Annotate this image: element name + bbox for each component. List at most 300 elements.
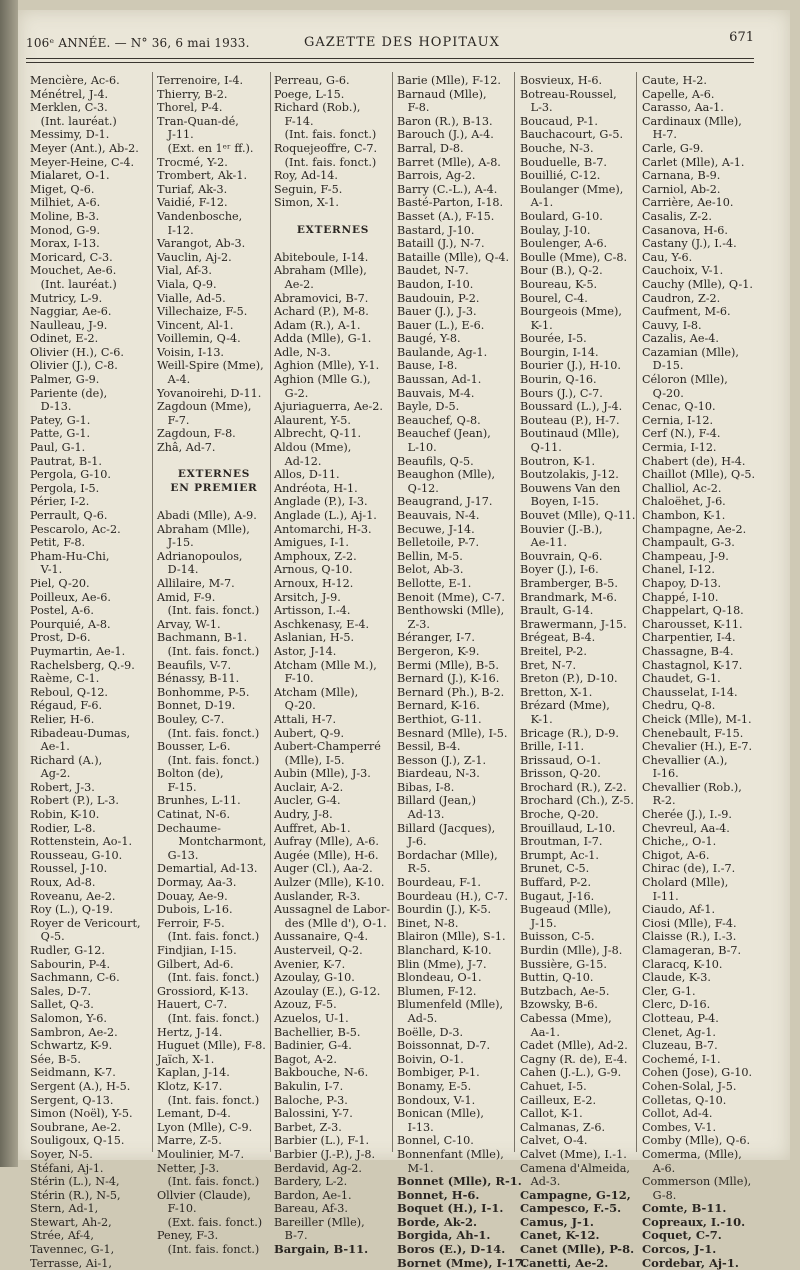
- list-entry: Pourquié, A-8.: [30, 617, 111, 631]
- list-entry: Baron (R.), B-13.: [397, 114, 493, 128]
- list-entry: Douay, Ae-9.: [157, 889, 228, 903]
- list-entry: Schwartz, K-9.: [30, 1039, 113, 1053]
- list-entry: Perreau, G-6.: [274, 74, 350, 87]
- list-entry: Aldou (Mme),: [274, 441, 352, 455]
- list-entry: Catinat, N-6.: [157, 808, 231, 822]
- list-entry: Aubert, Q-9.: [274, 726, 345, 740]
- list-entry: Andréota, H-1.: [274, 481, 358, 495]
- list-entry: Ae-11.: [520, 536, 567, 550]
- column-4: [397, 74, 527, 1270]
- header-rule: [26, 58, 754, 59]
- list-entry: Cholard (Mlle),: [642, 876, 729, 890]
- scan-left-edge: [0, 0, 18, 1167]
- list-entry: Caudron, Z-2.: [642, 291, 721, 305]
- list-entry: Ferroir, F-5.: [157, 916, 225, 930]
- list-entry: G-2.: [274, 386, 309, 400]
- list-entry: Cohen (Jose), G-10.: [642, 1066, 753, 1080]
- list-entry: Hertz, J-14.: [157, 1025, 223, 1039]
- list-entry: Becuwe, J-14.: [397, 522, 475, 536]
- list-entry: Clerc, D-16.: [642, 998, 711, 1012]
- list-entry: Q-20.: [274, 699, 316, 713]
- list-entry: Arnous, Q-10.: [274, 563, 353, 577]
- list-entry: Antomarchi, H-3.: [274, 522, 372, 536]
- list-entry: Piel, Q-20.: [30, 576, 90, 590]
- list-entry: Blondeau, O-1.: [397, 971, 482, 985]
- list-entry: Claracq, K-10.: [642, 957, 723, 971]
- list-entry: Moulinier, M-7.: [157, 1147, 245, 1161]
- list-entry: Boutzolakis, J-12.: [520, 468, 619, 482]
- list-entry: [157, 455, 271, 469]
- list-entry: Broutman, I-7.: [520, 835, 603, 849]
- list-entry: Bachellier, B-5.: [274, 1025, 361, 1039]
- list-entry: Aslanian, H-5.: [274, 631, 355, 645]
- list-entry: H-7.: [642, 128, 677, 142]
- list-entry: Barral, D-8.: [397, 141, 464, 155]
- list-entry: Bonnenfant (Mlle),: [397, 1147, 504, 1161]
- list-entry: Comte, B-11.: [642, 1201, 727, 1216]
- list-entry: Dormay, Aa-3.: [157, 876, 237, 890]
- list-entry: Cluzeau, B-7.: [642, 1039, 718, 1053]
- list-entry: Charpentier, I-4.: [642, 631, 736, 645]
- list-entry: Calvet, O-4.: [520, 1134, 588, 1148]
- list-entry: Allos, D-11.: [274, 468, 340, 482]
- list-entry: Boquet (H.), I-1.: [397, 1201, 504, 1216]
- list-entry: (Mlle), I-5.: [274, 753, 345, 767]
- list-entry: Bibas, I-8.: [397, 780, 455, 794]
- list-entry: D-13.: [30, 400, 72, 414]
- list-entry: Barbet, Z-3.: [274, 1120, 342, 1134]
- list-entry: Carasso, Aa-1.: [642, 101, 724, 115]
- list-entry: Bramberger, B-5.: [520, 576, 618, 590]
- list-entry: Brandmark, M-6.: [520, 590, 618, 604]
- list-entry: Bornet (Mme), I-17.: [397, 1255, 527, 1270]
- list-entry: Bakbouche, N-6.: [274, 1066, 369, 1080]
- list-entry: Merklen, C-3.: [30, 101, 108, 115]
- list-entry: Claisse (R.), I.-3.: [642, 930, 737, 944]
- list-entry: Bouillié, C-12.: [520, 169, 601, 183]
- list-entry: Aubin (Mlle), J-3.: [274, 767, 371, 781]
- list-entry: Zhâ, Ad-7.: [157, 441, 216, 455]
- list-entry: Cazamian (Mlle),: [642, 345, 739, 359]
- list-entry: Bret, N-7.: [520, 658, 577, 672]
- list-entry: Varangot, Ab-3.: [157, 237, 246, 251]
- list-entry: (Int. lauréat.): [30, 277, 117, 291]
- list-entry: Barie (Mlle), F-12.: [397, 74, 501, 87]
- list-entry: Aussagnel de Labor-: [274, 903, 391, 917]
- list-entry: Robert (P.), L-3.: [30, 794, 119, 808]
- list-entry: Souligoux, Q-15.: [30, 1134, 125, 1148]
- list-entry: Chabert (de), H-4.: [642, 454, 746, 468]
- list-entry: Palmer, G-9.: [30, 373, 100, 387]
- list-entry: Ribadeau-Dumas,: [30, 726, 131, 740]
- list-entry: Thierry, B-2.: [157, 87, 228, 101]
- list-entry: Patte, G-1.: [30, 427, 91, 441]
- list-entry: Buffard, P-2.: [520, 876, 592, 890]
- list-entry: Olivier (H.), C-6.: [30, 345, 124, 359]
- list-entry: Dubois, L-16.: [157, 903, 233, 917]
- list-entry: Pergola, G-10.: [30, 468, 111, 482]
- list-entry: Badinier, G-4.: [274, 1039, 352, 1053]
- list-entry: Stéfani, Aj-1.: [30, 1161, 104, 1175]
- page-number: 671: [729, 30, 754, 45]
- list-entry: Bergeron, K-9.: [397, 644, 480, 658]
- list-entry: Relier, H-6.: [30, 712, 95, 726]
- list-entry: Boivin, O-1.: [397, 1052, 464, 1066]
- list-entry: Villechaize, F-5.: [157, 305, 248, 319]
- list-entry: (Int. fais. fonct.): [157, 1093, 260, 1107]
- list-entry: Chappelart, Q-18.: [642, 604, 744, 618]
- list-entry: Terrenoire, I-4.: [157, 74, 244, 87]
- list-entry: Aufray (Mlle), A-6.: [274, 835, 379, 849]
- list-entry: J-11.: [157, 128, 194, 142]
- list-entry: Royer de Vericourt,: [30, 916, 141, 930]
- list-entry: Blin (Mme), J-7.: [397, 957, 487, 971]
- list-entry: Bachmann, B-1.: [157, 631, 248, 645]
- list-entry: Boulay, J-10.: [520, 223, 591, 237]
- list-entry: Richard (A.),: [30, 753, 103, 767]
- list-entry: Bénassy, B-11.: [157, 672, 240, 686]
- list-entry: Champeau, J-9.: [642, 549, 729, 563]
- list-entry: Baloche, P-3.: [274, 1093, 348, 1107]
- list-entry: Beauchef (Jean),: [397, 427, 491, 441]
- section-heading: EXTERNES: [177, 468, 251, 481]
- list-entry: Clotteau, P-4.: [642, 1011, 719, 1025]
- list-entry: Bellotte, E-1.: [397, 576, 472, 590]
- list-entry: Blumenfeld (Mlle),: [397, 998, 504, 1012]
- list-entry: Bours (J.), C-7.: [520, 386, 603, 400]
- list-entry: Chappé, I-10.: [642, 590, 719, 604]
- list-entry: Stewart, Ah-2,: [30, 1215, 112, 1229]
- list-entry: Baudouin, P-2.: [397, 291, 480, 305]
- list-entry: Stérin (L.), N-4,: [30, 1175, 120, 1189]
- list-entry: Atcham (Mlle M.),: [274, 658, 377, 672]
- list-entry: Sée, B-5.: [30, 1052, 81, 1066]
- list-entry: Bonican (Mlle),: [397, 1107, 484, 1121]
- list-entry: Bonamy, E-5.: [397, 1079, 472, 1093]
- list-entry: Cabessa (Mme),: [520, 1011, 612, 1025]
- list-entry: Bonnel, C-10.: [397, 1134, 474, 1148]
- list-entry: Balossini, Y-7.: [274, 1107, 353, 1121]
- list-entry: Benoit (Mme), C-7.: [397, 590, 505, 604]
- list-entry: Bretton, X-1.: [520, 685, 593, 699]
- list-entry: Berthiot, G-11.: [397, 712, 482, 726]
- list-entry: Aschkenasy, E-4.: [274, 617, 370, 631]
- list-entry: D-14.: [157, 563, 199, 577]
- list-entry: F-14.: [274, 114, 314, 128]
- section-heading: EN PREMIER: [170, 481, 258, 494]
- list-entry: Cardinaux (Mlle),: [642, 114, 742, 128]
- list-entry: Bataill (J.), N-7.: [397, 237, 485, 251]
- list-entry: Bricage (R.), D-9.: [520, 726, 619, 740]
- list-entry: Bayle, D-5.: [397, 400, 460, 414]
- list-entry: Beauchef, Q-8.: [397, 413, 481, 427]
- list-entry: I-12.: [157, 223, 194, 237]
- list-entry: Pescarolo, Ac-2.: [30, 522, 121, 536]
- list-entry: Callot, K-1.: [520, 1107, 583, 1121]
- list-entry: Bordachar (Mlle),: [397, 848, 498, 862]
- list-entry: Berdavid, Ag-2.: [274, 1161, 362, 1175]
- list-entry: Bernard (Ph.), B-2.: [397, 685, 505, 699]
- list-entry: Richard (Rob.),: [274, 101, 361, 115]
- list-entry: Beauvais, N-4.: [397, 509, 480, 522]
- list-entry: Dechaume-: [157, 821, 221, 835]
- list-entry: Bouvier (J.-B.),: [520, 522, 603, 536]
- list-entry: (Ext. en 1ᵉʳ ff.).: [157, 141, 254, 155]
- list-entry: Arnoux, H-12.: [274, 576, 354, 590]
- list-entry: Huguet (Mlle), F-8.: [157, 1039, 266, 1053]
- list-entry: Aussanaire, Q-4.: [274, 930, 369, 944]
- list-entry: Bareau, Af-3.: [274, 1202, 348, 1216]
- list-entry: Bardon, Ae-1.: [274, 1188, 352, 1202]
- list-entry: Rudler, G-12.: [30, 944, 105, 957]
- list-entry: Boulle (Mme), C-8.: [520, 250, 628, 264]
- list-entry: Ae-2.: [274, 277, 314, 291]
- column-1: [30, 74, 150, 1270]
- list-entry: Bondoux, V-1.: [397, 1093, 476, 1107]
- list-entry: Boureau, K-5.: [520, 277, 598, 291]
- list-entry: Chigot, A-6.: [642, 848, 710, 862]
- list-entry: Boutinaud (Mlle),: [520, 427, 620, 441]
- list-entry: [274, 210, 392, 224]
- list-entry: Bzowsky, B-6.: [520, 998, 598, 1012]
- list-entry: Ad-3.: [520, 1175, 561, 1189]
- list-entry: Bugeaud (Mlle),: [520, 903, 612, 917]
- list-entry: (Int. fais. fonct.): [157, 604, 260, 618]
- list-entry: Cazalis, Ae-4.: [642, 332, 719, 346]
- list-entry: L-10.: [397, 441, 437, 455]
- list-entry: Auclair, A-2.: [274, 780, 344, 794]
- list-entry: Terrasse, Ai-1,: [30, 1256, 112, 1270]
- list-entry: Abraham (Mlle),: [274, 264, 367, 278]
- list-entry: Vandenbosche,: [157, 209, 243, 223]
- list-entry: (Int. fais. fonct.): [157, 753, 260, 767]
- list-entry: Bargain, B-11.: [274, 1242, 369, 1257]
- list-entry: Bonnet (Mlle), R-1.: [397, 1174, 522, 1189]
- list-entry: Roquejeoffre, C-7.: [274, 141, 378, 155]
- list-entry: Bonnet, D-19.: [157, 699, 236, 713]
- list-entry: Beaufils, V-7.: [157, 658, 232, 672]
- list-entry: Lemant, D-4.: [157, 1107, 231, 1121]
- list-entry: Carlet (Mlle), A-1.: [642, 155, 745, 169]
- list-entry: Régaud, F-6.: [30, 699, 103, 713]
- list-entry: Cadet (Mlle), Ad-2.: [520, 1039, 628, 1053]
- list-entry: Attali, H-7.: [274, 712, 337, 726]
- list-entry: Bouley, C-7.: [157, 712, 225, 726]
- list-entry: V-1.: [30, 563, 63, 577]
- list-entry: Beaugrand, J-17.: [397, 495, 493, 509]
- list-entry: Périer, I-2.: [30, 495, 90, 509]
- list-entry: Bouteau (P.), H-7.: [520, 413, 620, 427]
- list-entry: Moricard, C-3.: [30, 250, 113, 264]
- list-entry: Vauclin, Aj-2.: [157, 250, 232, 264]
- list-entry: Mutricy, L-9.: [30, 291, 103, 305]
- list-entry: Sambron, Ae-2.: [30, 1025, 118, 1039]
- list-entry: Prost, D-6.: [30, 631, 91, 645]
- list-entry: Calmanas, Z-6.: [520, 1120, 606, 1134]
- list-entry: Allilaire, M-7.: [157, 576, 235, 590]
- list-entry: Rachelsberg, Q.-9.: [30, 658, 135, 672]
- list-entry: Roy, Ad-14.: [274, 169, 338, 183]
- list-entry: Q-5.: [30, 930, 65, 944]
- list-entry: Sergent, Q-13.: [30, 1093, 114, 1107]
- list-entry: Vial, Af-3.: [157, 264, 212, 278]
- issue-info: 106ᵉ ANNÉE. — N° 36, 6 mai 1933.: [26, 36, 250, 50]
- list-entry: Aa-1.: [520, 1025, 560, 1039]
- list-entry: Chiche,, O-1.: [642, 835, 717, 849]
- list-entry: Q-20.: [642, 386, 684, 400]
- list-entry: Cermia, I-12.: [642, 441, 717, 455]
- list-entry: Bauer (L.), E-6.: [397, 318, 485, 332]
- list-entry: Céloron (Mlle),: [642, 373, 728, 387]
- name-list-columns: [30, 74, 760, 1270]
- list-entry: Sergent (A.), H-5.: [30, 1079, 131, 1093]
- list-entry: Ad-12.: [274, 454, 322, 468]
- list-entry: Rottenstein, Ao-1.: [30, 835, 132, 849]
- list-entry: Cordebar, Aj-1.: [642, 1255, 739, 1270]
- list-entry: Sabourin, P-4.: [30, 957, 111, 971]
- list-entry: Vialle, Ad-5.: [157, 291, 226, 305]
- list-entry: Chedru, Q-8.: [642, 699, 716, 713]
- list-entry: Ajuriaguerra, Ae-2.: [274, 400, 383, 414]
- list-entry: Brochard (R.), Z-2.: [520, 780, 627, 794]
- list-entry: Burdin (Mlle), J-8.: [520, 944, 623, 957]
- list-entry: Auffret, Ab-1.: [274, 821, 351, 835]
- list-entry: Cahuet, I-5.: [520, 1079, 587, 1093]
- list-entry: Roux, Ad-8.: [30, 876, 96, 890]
- list-entry: Boros (E.), D-14.: [397, 1242, 506, 1257]
- list-entry: Challiol, Ac-2.: [642, 481, 722, 495]
- list-entry: Brissaud, O-1.: [520, 753, 601, 767]
- list-entry: Yovanoirehi, D-11.: [157, 386, 262, 400]
- list-entry: Cochemé, I-1.: [642, 1052, 721, 1066]
- list-entry: Corcos, J-1.: [642, 1242, 717, 1257]
- list-entry: Trocmé, Y-2.: [157, 155, 228, 169]
- list-entry: Mialaret, O-1.: [30, 169, 110, 183]
- list-entry: Colletas, Q-10.: [642, 1093, 727, 1107]
- list-entry: Casalis, Z-2.: [642, 209, 712, 223]
- list-entry: Ad-5.: [397, 1011, 438, 1025]
- list-entry: Sachmann, C-6.: [30, 971, 120, 985]
- list-entry: L-3.: [520, 101, 553, 115]
- list-entry: Mencière, Ac-6.: [30, 74, 120, 87]
- list-entry: Abiteboule, I-14.: [274, 250, 369, 264]
- list-entry: Azouz, F-5.: [274, 998, 337, 1012]
- list-entry: Atcham (Mlle),: [274, 685, 359, 699]
- list-entry: J-6.: [397, 835, 427, 849]
- list-entry: Barbier (J.-P.), J-8.: [274, 1147, 376, 1161]
- list-entry: Rodier, L-8.: [30, 821, 96, 835]
- column-5: [520, 74, 638, 1270]
- list-entry: Milhiet, A-6.: [30, 196, 101, 210]
- list-entry: Basset (A.), F-15.: [397, 209, 495, 223]
- list-entry: Commerson (Mlle),: [642, 1175, 752, 1189]
- list-entry: Bourin, Q-16.: [520, 373, 597, 387]
- list-entry: Boulenger, A-6.: [520, 237, 608, 251]
- list-entry: Cerf (N.), F-4.: [642, 427, 721, 441]
- list-entry: Bagot, A-2.: [274, 1052, 337, 1066]
- list-entry: Bastard, J-10.: [397, 223, 475, 237]
- list-entry: Ciosi (Mlle), F-4.: [642, 916, 737, 930]
- list-entry: Chenebault, F-15.: [642, 726, 744, 740]
- list-entry: F-10.: [157, 1202, 197, 1216]
- list-entry: Breitel, P-2.: [520, 644, 587, 658]
- list-entry: Brawermann, J-15.: [520, 617, 627, 631]
- list-entry: F-10.: [274, 672, 314, 686]
- list-entry: (Int. lauréat.): [30, 114, 117, 128]
- list-entry: Combes, V-1.: [642, 1120, 717, 1134]
- list-entry: Gilbert, Ad-6.: [157, 957, 234, 971]
- list-entry: Cagny (R. de), E-4.: [520, 1052, 628, 1066]
- list-entry: Boucaud, P-1.: [520, 114, 598, 128]
- list-entry: Cahen (J.-L.), G-9.: [520, 1066, 622, 1080]
- list-entry: Abramovici, B-7.: [274, 291, 369, 305]
- list-entry: Lyon (Mlle), C-9.: [157, 1120, 253, 1134]
- list-entry: Campagne, G-12,: [520, 1187, 631, 1202]
- list-entry: Simon, X-1.: [274, 196, 339, 210]
- list-entry: Brouillaud, L-10.: [520, 821, 616, 835]
- list-entry: Austerveil, Q-2.: [274, 944, 363, 957]
- list-entry: Azuelos, U-1.: [274, 1011, 349, 1025]
- list-entry: (Ext. fais. fonct.): [157, 1215, 263, 1229]
- list-entry: Vaidié, F-12.: [157, 196, 228, 210]
- list-entry: Astor, J-14.: [274, 644, 337, 658]
- list-entry: Reboul, Q-12.: [30, 685, 108, 699]
- list-entry: Bardery, L-2.: [274, 1175, 348, 1189]
- list-entry: Chevalier (H.), E-7.: [642, 740, 753, 754]
- list-entry: Blumen, F-12.: [397, 984, 477, 998]
- list-entry: Borde, Ak-2.: [397, 1214, 478, 1229]
- list-entry: Carrière, Ae-10.: [642, 196, 734, 210]
- page-header: [26, 30, 754, 54]
- list-entry: Ag-2.: [30, 767, 71, 781]
- list-entry: Comerma, (Mlle),: [642, 1147, 742, 1161]
- list-entry: des (Mlle d'), O-1.: [274, 916, 387, 930]
- list-entry: I-16.: [642, 767, 679, 781]
- list-entry: Aubert-Champerré: [274, 740, 381, 754]
- list-entry: Tavennec, G-1,: [30, 1243, 115, 1257]
- list-entry: Billard (Jacques),: [397, 821, 496, 835]
- list-entry: Roussel, J-10.: [30, 862, 108, 876]
- list-entry: Salomon, Y-6.: [30, 1011, 107, 1025]
- list-entry: Canetti, Ae-2.: [520, 1255, 609, 1270]
- list-entry: Basté-Parton, I-18.: [397, 196, 504, 210]
- list-entry: Peney, F-3.: [157, 1229, 219, 1243]
- list-entry: Pautrat, B-1.: [30, 454, 102, 468]
- list-entry: Bourdeau, F-1.: [397, 876, 481, 890]
- list-entry: Camus, J-1.: [520, 1214, 594, 1229]
- list-entry: Boyer (J.), I-6.: [520, 563, 599, 577]
- list-entry: Bourgin, I-14.: [520, 345, 599, 359]
- list-entry: Strée, Af-4,: [30, 1229, 94, 1243]
- list-entry: Monod, G-9.: [30, 223, 101, 237]
- list-entry: Cherée (J.), I.-9.: [642, 808, 732, 822]
- list-entry: F-7.: [157, 413, 190, 427]
- list-entry: Bosvieux, H-6.: [520, 74, 603, 87]
- list-entry: Castany (J.), I.-4.: [642, 237, 737, 251]
- list-entry: Broche, Q-20.: [520, 808, 599, 822]
- list-entry: Seguin, F-5.: [274, 182, 343, 196]
- list-entry: Robert, J-3.: [30, 780, 95, 794]
- list-entry: Viala, Q-9.: [157, 277, 217, 291]
- list-entry: Odinet, E-2.: [30, 332, 99, 346]
- list-entry: Anglade (L.), Aj-1.: [274, 509, 377, 522]
- list-entry: Bour (B.), Q-2.: [520, 264, 603, 278]
- list-entry: A-1.: [520, 196, 554, 210]
- list-entry: Bouvrain, Q-6.: [520, 549, 603, 563]
- list-entry: Chirac (de), I.-7.: [642, 862, 736, 876]
- list-entry: Naulleau, J-9.: [30, 318, 108, 332]
- list-entry: Bermi (Mlle), B-5.: [397, 658, 499, 672]
